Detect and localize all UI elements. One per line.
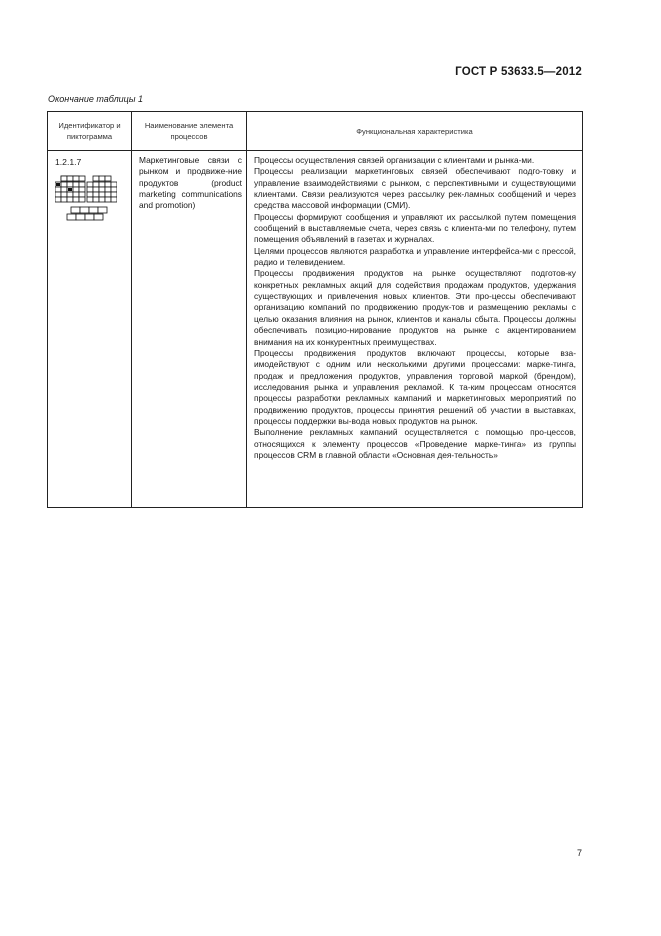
page-number: 7: [577, 848, 583, 858]
table-caption: Окончание таблицы 1: [48, 94, 143, 104]
description-paragraph: Процессы продвижения продуктов включают процессы, которые вза-имодействуют с одним или несколькими другими процессами: марке-тинга, продаж и предложения продуктов, управления торговой маркой (брендом), исследования рынка и управления рекламой. К та-ким процессам относятся процессы разработки рекламных кампаний и маркетинговых мероприятий по продвижению продуктов, процессы принятия решений об участии в выставках, процессы поддержки вы-вода новых продуктов на рынок.: [254, 347, 576, 426]
process-hierarchy-grid-icon: [55, 175, 117, 233]
identifier-cell: [48, 151, 132, 508]
process-identifier: 1.2.1.7: [55, 157, 82, 167]
column-header-identifier: Идентификатор и пиктограмма: [48, 112, 132, 151]
process-name-cell: [132, 151, 247, 508]
table-header-row: [48, 112, 583, 151]
description-paragraph: Процессы осуществления связей организации с клиентами и рынка-ми.: [254, 155, 535, 165]
description-paragraph: Процессы реализации маркетинговых связей обеспечивают подго-товку и управление взаимодействиями с рынком, с перспективными и существующими клиентами. Связи реализуются через рассылку рек-ламных сообщений и через средства массовой информации (СМИ).: [254, 166, 576, 211]
process-table: [47, 111, 583, 508]
process-name: Маркетинговые связи с рынком и продвиже-ние продуктов (product marketing communications and promotion): [139, 155, 242, 211]
description-paragraph: Процессы продвижения продуктов на рынке осуществляют подготов-ку конкретных рекламных акций для содействия продажам продуктов, удержания существующих и привлечения новых клиентов. Эти про-цессы обеспечивают организацию компаний по продвижению продук-тов и размещению рекламы с целью оказания влияния на рынок, клиентов и каналы сбыта. Процессы должны обеспечивать позицио-нирование продуктов на рынке с акцентированием внимания на их конкурентных преимуществах.: [254, 268, 576, 347]
process-description: [254, 155, 576, 461]
column-header-description: Функциональная характеристика: [247, 112, 583, 151]
table-row: [48, 151, 583, 508]
description-paragraph: Выполнение рекламных кампаний осуществляется с помощью про-цессов, относящихся к элементу процессов «Проведение марке-тинга» из группы процессов CRM в главной области «Основная дея-тельность»: [254, 427, 576, 460]
description-paragraph: Процессы формируют сообщения и управляют их рассылкой путем помещения сообщений в выставляемые счета, через связь с клиента-ми по телефону, путем помещения объявлений в газетах и журналах.: [254, 211, 576, 245]
process-description-cell: [247, 151, 583, 508]
column-header-name: Наименование элемента процессов: [132, 112, 247, 151]
standard-code: ГОСТ Р 53633.5—2012: [455, 66, 582, 78]
description-paragraph: Целями процессов являются разработка и управление интерфейса-ми с прессой, радио и телевидением.: [254, 245, 576, 268]
